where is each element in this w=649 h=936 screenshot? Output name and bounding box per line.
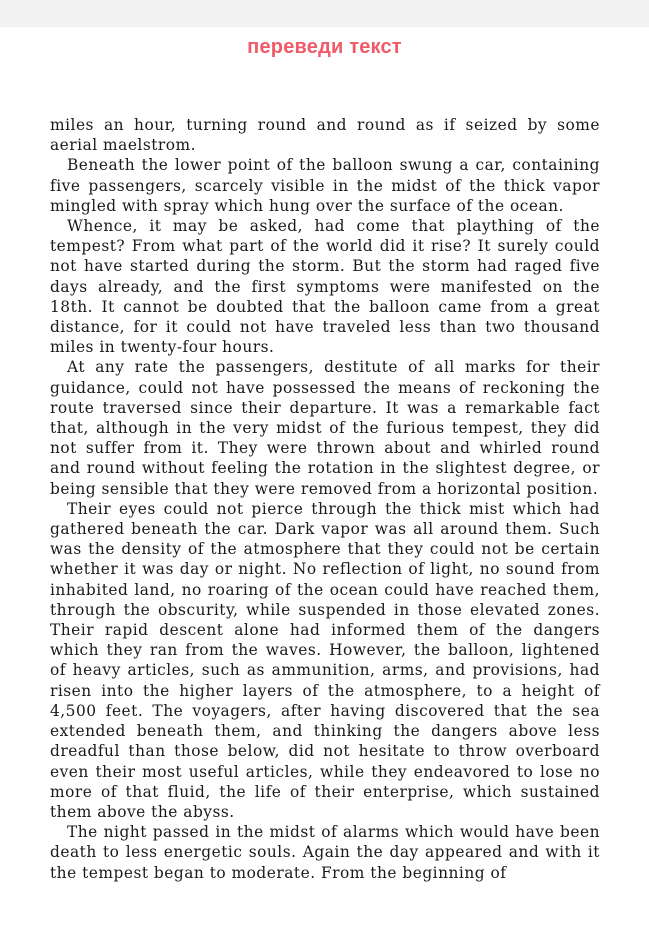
top-status-strip xyxy=(0,0,649,27)
paragraph: Whence, it may be asked, had come that plaything of the tempest? From what part of the world did it rise? It surely could not have started during the storm. But the storm had raged five days already, and the first symptoms were manifested on the 18th. It cannot be doubted that the balloon came from a great distance, for it could not have traveled less than two thousand miles in twenty-four hours. xyxy=(50,217,600,357)
translate-text-link[interactable]: переведи текст xyxy=(247,35,402,58)
translate-header xyxy=(0,27,649,67)
paragraph: Their eyes could not pierce through the thick mist which had gathered beneath the car. Dark vapor was all around them. Such was the density of the atmosphere that they could not be certain whether it was day or night. No reflection of light, no sound from inhabited land, no roaring of the ocean could have reached them, through the obscurity, while suspended in those elevated zones. Their rapid descent alone had informed them of the dangers which they ran from the waves. However, the balloon, lightened of heavy articles, such as ammunition, arms, and provisions, had risen into the higher layers of the atmosphere, to a height of 4,500 feet. The voyagers, after having discovered that the sea extended beneath them, and thinking the dangers above less dreadful than those below, did not hesitate to throw overboard even their most useful articles, while they endeavored to lose no more of that fluid, the life of their enterprise, which sustained them above the abyss. xyxy=(50,499,600,821)
paragraph: miles an hour, turning round and round as if seized by some aerial maelstrom. xyxy=(50,116,600,155)
paragraph: The night passed in the midst of alarms which would have been death to less energetic souls. Again the day appeared and with it the tempest began to moderate. From the beginning of xyxy=(50,823,600,882)
book-page-text xyxy=(50,115,600,883)
paragraph: Beneath the lower point of the balloon swung a car, containing five passengers, scarcely visible in the midst of the thick vapor mingled with spray which hung over the surface of the ocean. xyxy=(50,156,600,215)
paragraph: At any rate the passengers, destitute of all marks for their guidance, could not have possessed the means of reckoning the route traversed since their departure. It was a remarkable fact that, although in the very midst of the furious tempest, they did not suffer from it. They were thrown about and whirled round and round without feeling the rotation in the slightest degree, or being sensible that they were removed from a horizontal position. xyxy=(50,358,600,498)
